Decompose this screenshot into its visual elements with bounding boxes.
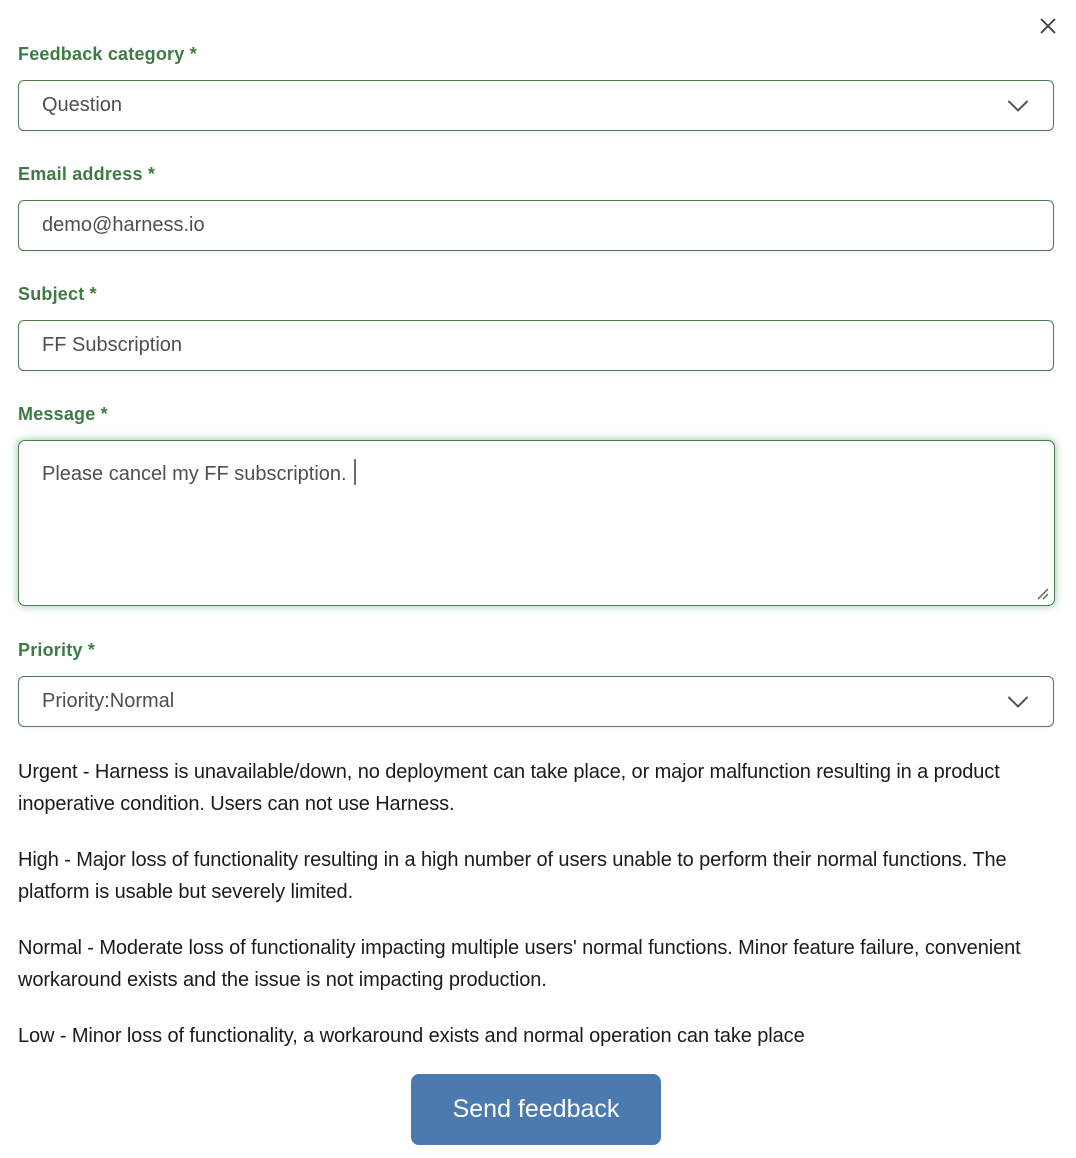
priority-help-urgent: Urgent - Harness is unavailable/down, no deployment can take place, or major malfunction resulting in a product inoperative condition. Users can not use Harness.: [18, 761, 1000, 815]
message-text: Please cancel my FF subscription.: [42, 463, 347, 485]
priority-select[interactable]: [18, 676, 1054, 727]
field-group-feedback-category: [18, 44, 1054, 131]
priority-help-high: High - Major loss of functionality resulting in a high number of users unable to perform their normal functions. The platform is usable but severely limited.: [18, 849, 1007, 903]
priority-help-low: Low - Minor loss of functionality, a workaround exists and normal operation can take place: [18, 1025, 805, 1047]
subject-field[interactable]: [18, 320, 1054, 371]
field-group-email: [18, 164, 1054, 251]
priority-value: Priority:Normal: [42, 690, 175, 712]
priority-help-normal: Normal - Moderate loss of functionality impacting multiple users' normal functions. Minor feature failure, convenient workaround exists and the issue is not impacting production.: [18, 937, 1021, 991]
close-button[interactable]: [1034, 12, 1062, 40]
priority-help-text: [18, 756, 1054, 1052]
label-text: Feedback category: [18, 44, 185, 64]
close-icon: [1039, 17, 1057, 35]
message-textarea[interactable]: [18, 440, 1055, 606]
feedback-category-select[interactable]: [18, 80, 1054, 131]
required-marker: *: [89, 284, 97, 304]
send-feedback-button[interactable]: Send feedback: [411, 1074, 661, 1145]
label-text: Message: [18, 404, 96, 424]
feedback-category-value: Question: [42, 94, 123, 116]
field-group-message: [18, 404, 1054, 606]
required-marker: *: [189, 44, 197, 64]
subject-label: [18, 284, 1054, 305]
field-group-subject: [18, 284, 1054, 371]
required-marker: *: [147, 164, 156, 184]
button-row: [18, 1074, 1054, 1145]
chevron-down-icon: [1007, 695, 1029, 708]
field-group-priority: [18, 640, 1054, 727]
text-caret: [354, 459, 356, 485]
resize-handle-icon[interactable]: [1035, 586, 1050, 601]
required-marker: *: [87, 640, 96, 660]
email-field[interactable]: [18, 200, 1054, 251]
chevron-down-icon: [1007, 99, 1029, 112]
label-text: Subject: [18, 284, 85, 304]
required-marker: *: [100, 404, 108, 424]
message-label: [18, 404, 1054, 425]
email-label: [18, 164, 1054, 185]
label-text: Email address: [18, 164, 143, 184]
priority-label: [18, 640, 1054, 661]
feedback-category-label: [18, 44, 1054, 65]
label-text: Priority: [18, 640, 83, 660]
